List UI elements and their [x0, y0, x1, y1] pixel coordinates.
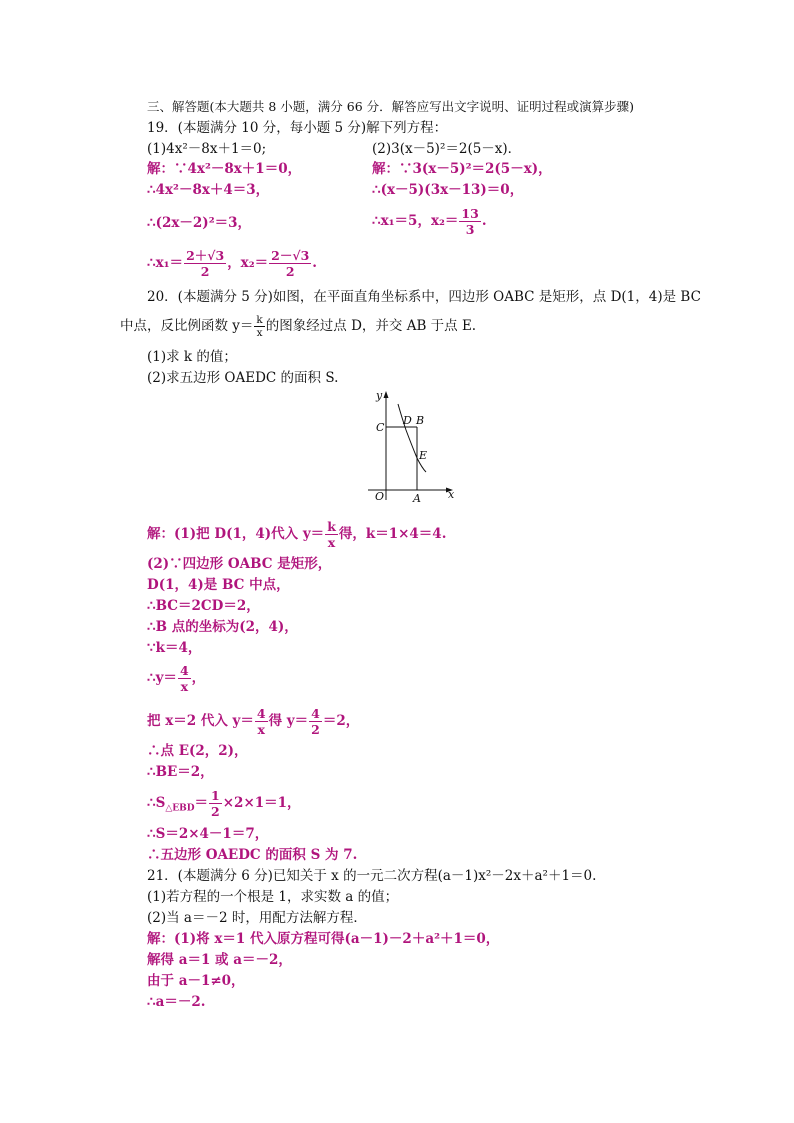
fraction [254, 314, 264, 339]
q20-answer2-line7-post: ＝2， [322, 713, 360, 729]
q20-answer2-line6-text: ∴y＝ [147, 670, 177, 686]
q20-answer2-line6-post: ， [191, 670, 206, 686]
fraction-denominator: x [180, 679, 189, 694]
q21-stem: 21．(本题满分 6 分)已知关于 x 的一元二次方程(a－1)x²－2x＋a²＋1＝0. [147, 868, 597, 884]
q19-answer1-line4-text: ∴x₁＝ [147, 255, 184, 271]
q20-stem-line2-text: 中点，反比例函数 y＝ [120, 318, 254, 334]
fraction-denominator: x [257, 722, 265, 737]
q20-part1: (1)求 k 的值； [147, 349, 237, 365]
q21-answer-line3: 由于 a－1≠0， [147, 973, 245, 989]
fraction [309, 706, 322, 737]
q20-answer2-line3: ∴BC＝2CD＝2， [147, 598, 260, 614]
label-b: B [416, 414, 425, 427]
label-d: D [403, 414, 412, 427]
q20-answer2-line7 [147, 704, 359, 738]
q20-answer1-text: 解：(1)把 D(1，4)代入 y＝ [147, 526, 325, 542]
q20-answer2-line2: D(1，4)是 BC 中点， [147, 577, 290, 593]
q20-answer1 [147, 517, 446, 551]
q19-answer2-line1: 解：∵3(x－5)²＝2(5－x)， [372, 161, 552, 177]
fraction [255, 706, 268, 737]
fraction-denominator: x [256, 327, 263, 339]
q20-stem-line2-post: 的图象经过点 D，并交 AB 于点 E. [265, 318, 477, 334]
fraction-denominator: x [327, 535, 336, 550]
q20-answer2-line5: ∵k＝4， [147, 640, 202, 656]
q20-answer2-line9: ∴BE＝2， [147, 764, 214, 780]
q21-part2: (2)当 a＝－2 时，用配方法解方程． [147, 910, 367, 926]
fraction-numerator: 4 [179, 663, 189, 678]
q19-answer1-line4-mid: ，x₂＝ [227, 255, 269, 271]
q19-answer2-line3-text: ∴x₁＝5，x₂＝ [372, 213, 459, 229]
q19-answer1-line4 [147, 246, 317, 280]
q19-answer2-line2: ∴(x－5)(3x－13)＝0， [372, 182, 524, 198]
label-c: C [376, 421, 385, 434]
q21-answer-line2: 解得 a＝1 或 a＝－2， [147, 952, 292, 968]
fraction [325, 519, 338, 550]
q21-part1: (1)若方程的一个根是 1，求实数 a 的值； [147, 889, 399, 905]
coordinate-figure [360, 388, 460, 506]
fraction [178, 663, 191, 694]
q20-answer2-line10-text: ∴S [147, 795, 166, 811]
fraction-denominator: 3 [465, 222, 475, 237]
q20-answer2-line1: (2)∵四边形 OABC 是矩形， [147, 556, 332, 572]
q19-stem: 19．(本题满分 10 分，每小题 5 分)解下列方程： [147, 120, 448, 136]
period: . [481, 213, 487, 229]
triangle-subscript: △EBD [165, 803, 195, 814]
label-x-axis: x [448, 488, 455, 501]
q21-answer-line1: 解：(1)将 x＝1 代入原方程可得(a－1)－2＋a²＋1＝0， [147, 931, 500, 947]
fraction-numerator: k [256, 314, 263, 326]
fraction [269, 248, 311, 279]
q20-answer2-line7-mid: 得 y＝ [268, 713, 309, 729]
q19-part2: (2)3(x－5)²＝2(5－x)． [372, 141, 522, 157]
q20-answer2-line10-post: ×2×1＝1， [222, 795, 301, 811]
label-o: O [375, 490, 385, 503]
q19-answer1-line2: ∴4x²－8x＋4＝3， [147, 182, 270, 198]
fraction-numerator: 4 [311, 706, 320, 721]
q20-part2: (2)求五边形 OAEDC 的面积 S. [147, 370, 339, 386]
fraction-denominator: 2 [311, 722, 320, 737]
fraction-denominator: 2 [211, 804, 220, 819]
q20-answer2-line8: ∴点 E(2，2)， [147, 743, 248, 759]
q20-answer2-line12: ∴五边形 OAEDC 的面积 S 为 7. [147, 847, 358, 863]
q20-answer2-line11: ∴S＝2×4－1＝7， [147, 826, 269, 842]
label-a: A [413, 492, 421, 505]
fraction [209, 788, 222, 819]
q19-answer1-line1: 解：∵4x²－8x＋1＝0， [147, 161, 302, 177]
y-axis-arrow [384, 391, 389, 398]
q20-answer2-line4: ∴B 点的坐标为(2，4)， [147, 619, 298, 635]
fraction-numerator: 2＋√3 [186, 248, 225, 263]
period: . [312, 255, 317, 271]
q20-answer2-line10 [147, 786, 301, 826]
fraction-denominator: 2 [200, 264, 210, 279]
q19-answer1-line3: ∴(2x－2)²＝3， [147, 215, 252, 231]
fraction [184, 248, 226, 279]
q19-answer2-line3 [372, 204, 487, 238]
q20-answer2-line6 [147, 661, 205, 695]
fraction-numerator: 2－√3 [271, 248, 310, 263]
fraction-numerator: 4 [256, 706, 266, 721]
q20-answer2-line7-text: 把 x＝2 代入 y＝ [147, 713, 254, 729]
label-y-axis: y [376, 389, 383, 402]
q20-answer1-post: 得，k＝1×4＝4. [338, 526, 447, 542]
fraction [459, 206, 480, 237]
equals-sign: ＝ [194, 795, 209, 811]
q20-stem-line2 [120, 310, 476, 342]
fraction-numerator: 13 [461, 206, 479, 221]
q20-stem-line1: 20．(本题满分 5 分)如图，在平面直角坐标系中，四边形 OABC 是矩形，点 D(1，4)是 BC [147, 289, 701, 305]
section-header: 三、解答题(本大题共 8 小题，满分 66 分．解答应写出文字说明、证明过程或演算步骤) [147, 99, 635, 114]
fraction-numerator: k [327, 519, 336, 534]
fraction-denominator: 2 [285, 264, 295, 279]
label-e: E [419, 449, 428, 462]
fraction-numerator: 1 [211, 788, 220, 803]
q19-part1: (1)4x²－8x＋1＝0; [147, 141, 267, 157]
q21-answer-line4: ∴a＝－2. [147, 994, 206, 1010]
